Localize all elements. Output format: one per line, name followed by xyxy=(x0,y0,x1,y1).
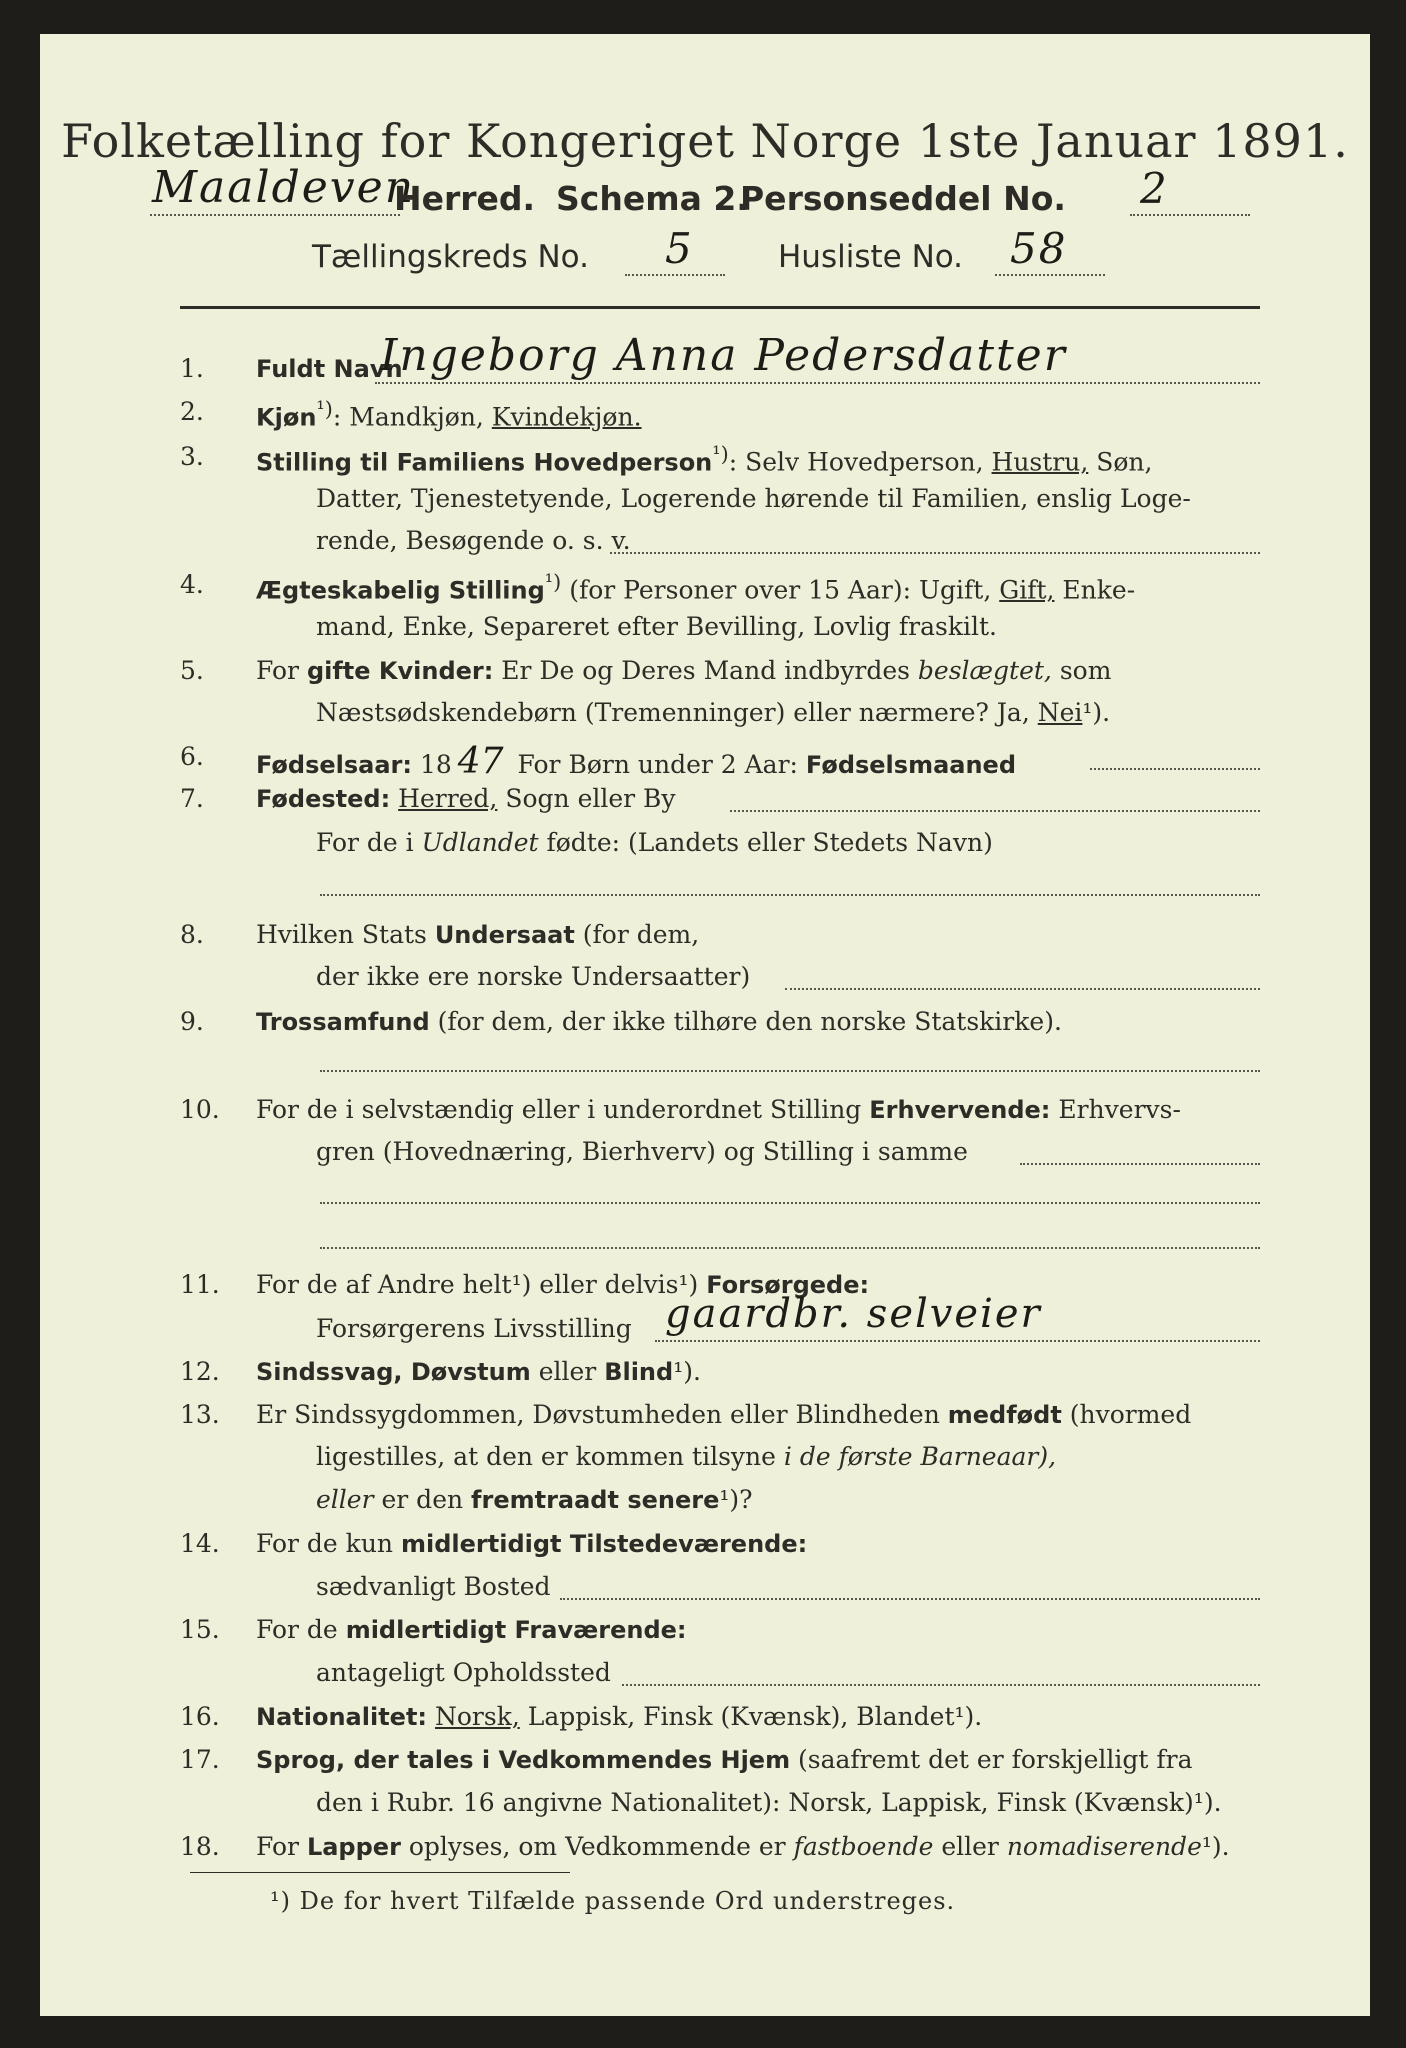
personseddel-number: 2 xyxy=(1140,164,1169,213)
husliste-label: Husliste No. xyxy=(778,239,964,275)
dotted-line xyxy=(1130,214,1250,216)
provider-occupation-answer: gaardbr. selveier xyxy=(665,1291,1042,1337)
taellingskreds-label: Tællingskreds No. xyxy=(312,239,589,275)
herred-handwritten: Maaldeven xyxy=(152,162,416,213)
header-rule xyxy=(180,306,1260,309)
herred-label: Herred. xyxy=(394,179,536,218)
birth-year-answer: 47 xyxy=(457,741,504,782)
census-form: Folketælling for Kongeriget Norge 1ste Januar 1891. Maaldeven Herred. Schema 2. Personseddel No. 2 Tællingskreds No. 5 Husliste No. 58 1. Fuldt Navn Ingeborg Anna Pedersdatter 2. Kjøn$^{^1)}$: Mandkjøn, Kvindekjøn. 3. Stilling til Familiens Hovedperson$^{^1)}$: Selv Hovedperson, Hustru, Søn, Datter, Tjenestetyende, Logerende hørende til Familien, enslig Loge- rende, Besøgende o. s. v. 4. Ægteskabelig Stilling$^{^1)}$ (for Personer over 15 Aar): Ugift, Gift, Enke- mand, Enke, Separeret efter Bevilling, Lovlig fraskilt. 5. For gifte Kvinder: Er De og Deres Mand indbyrdes beslægtet, som Næstsødskendebørn (Tremenninger) eller nærmere? Ja, Nei¹). 6. Fødselsaar: 18 47 For Børn under 2 Aar: Fødselsmaaned 7. Fødested: Herred, Sogn eller By For de i Udlandet fødte: (Landets eller Stedets Navn) 8. Hvilken Stats Undersaat (for dem, der ikke ere norske Undersaatter) 9. Trossamfund (for dem, der ikke tilhøre den norske Statskirke). 10. For de i selvstændig eller i underordnet Stilling Erhvervende: Erhvervs- gren (Hovednæring, Bierhverv) og Stilling i samme 11. For de af Andre helt¹) eller delvis¹) Forsørgede: Forsørgerens Livsstilling gaardbr. selveier 12. Sindssvag, Døvstum eller Blind¹). 13. Er Sindssygdommen, Døvstumheden eller Blindheden medfødt (hvormed ligestilles, at den er kommen tilsyne i de første Barneaar), eller er den fremtraadt senere¹)? 14. For de kun midlertidigt Tilstedeværende: sædvanligt Bosted 15. For de midlertidigt Fraværende: antageligt Opholdssted 16. Nationalitet: Norsk, Lappisk, Finsk (Kvænsk), Blandet¹). 17. Sprog, der tales i Vedkommendes Hjem (saafremt det er forskjelligt fra den i Rubr. 16 angivne Nationalitet): Norsk, Lappisk, Finsk (Kvænsk)¹). 18. For Lapper oplyses, om Vedkommende er fastboende eller nomadiserende¹). ¹) De for hvert Tilfælde passende Ord understreges. xyxy=(40,34,1370,2016)
footnote: ¹) De for hvert Tilfælde passende Ord understreges. xyxy=(270,1887,956,1915)
taellingskreds-number: 5 xyxy=(665,224,694,273)
dotted-line xyxy=(625,274,725,276)
dotted-line xyxy=(150,214,400,216)
schema-label: Schema 2. xyxy=(556,179,749,218)
dotted-line xyxy=(995,274,1105,276)
footnote-rule xyxy=(190,1872,570,1873)
form-title: Folketælling for Kongeriget Norge 1ste Januar 1891. xyxy=(61,114,1349,168)
full-name-answer: Ingeborg Anna Pedersdatter xyxy=(380,330,1067,381)
personseddel-label: Personseddel No. xyxy=(740,179,1066,218)
husliste-number: 58 xyxy=(1010,224,1068,273)
